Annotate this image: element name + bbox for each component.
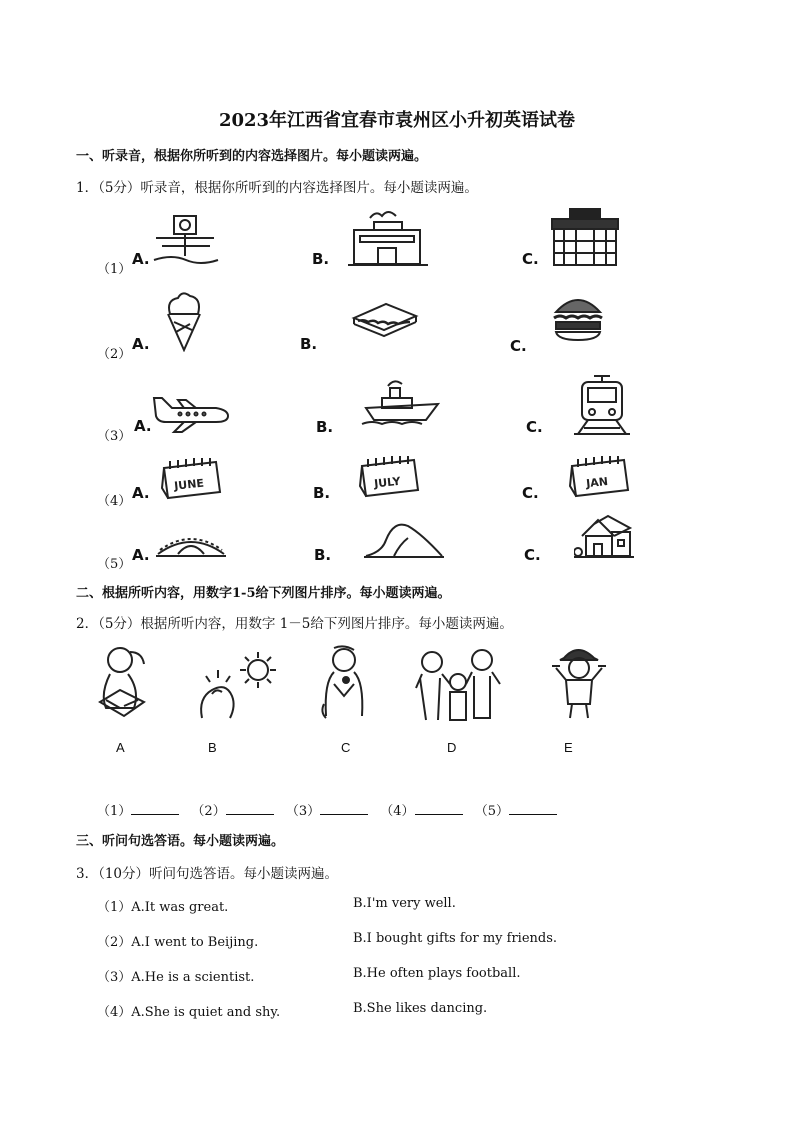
row1-option-a-label: A. — [132, 250, 150, 268]
calendar-june-icon — [160, 458, 222, 500]
q3-item-1-number: （1） — [97, 900, 132, 915]
blank-5-label: （5） — [474, 804, 509, 819]
picture-d-label: D — [447, 740, 457, 755]
mountain-icon — [364, 520, 446, 560]
row5-option-c-label: C. — [524, 546, 541, 564]
question3-stem: 3．（10分）听问句选答语。每小题读两遍。 — [76, 866, 339, 882]
q3-item-3 — [97, 966, 657, 985]
row4-number: （4） — [97, 494, 132, 509]
picture-b-label: B — [208, 740, 217, 755]
question1-stem: 1．（5分）听录音，根据你所听到的内容选择图片。每小题读两遍。 — [76, 180, 478, 196]
stone-bridge-icon — [156, 530, 226, 560]
q3-item-4-number: （4） — [97, 1005, 132, 1020]
sandwich-icon — [350, 300, 420, 342]
boy-cap-icon — [548, 644, 610, 720]
man-singing-icon — [314, 644, 374, 720]
row2-option-a-label: A. — [132, 335, 150, 353]
ice-cream-icon — [162, 290, 206, 352]
row2-option-b-label: B. — [300, 335, 318, 353]
blank-1-input[interactable] — [131, 802, 179, 815]
blank-3-label: （3） — [285, 804, 321, 819]
row3-option-c-label: C. — [526, 418, 543, 436]
q3-item-4 — [97, 1001, 657, 1020]
blank-2-input[interactable] — [226, 802, 274, 815]
row3-option-b-label: B. — [316, 418, 334, 436]
house-icon — [574, 514, 636, 560]
bridge-road-icon — [152, 210, 220, 266]
blank-4-label: （4） — [380, 804, 415, 819]
row5-option-b-label: B. — [314, 546, 332, 564]
section2-heading: 二、根据所听内容，用数字1-5给下列图片排序。每小题读两遍。 — [76, 586, 451, 601]
row4-option-c-label: C. — [522, 484, 539, 502]
calendar-july-icon — [358, 456, 420, 498]
page-title: 2023年江西省宜春市袁州区小升初英语试卷 — [218, 110, 576, 131]
row3-number: （3） — [97, 429, 132, 444]
section3-heading: 三、听问句选答语。每小题读两遍。 — [76, 834, 285, 849]
calendar-jan-icon — [568, 456, 630, 498]
bookstore-icon — [548, 207, 622, 267]
hamburger-icon — [552, 292, 604, 342]
q3-item-3-option-b[interactable]: B.He often plays football. — [353, 966, 521, 981]
girl-reading-icon — [94, 644, 156, 720]
row2-number: （2） — [97, 347, 132, 362]
section1-heading: 一、听录音，根据你所听到的内容选择图片。每小题读两遍。 — [76, 149, 428, 164]
row1-option-b-label: B. — [312, 250, 330, 268]
row2-option-c-label: C. — [510, 337, 527, 355]
ship-icon — [360, 378, 442, 428]
train-icon — [574, 374, 630, 436]
q3-item-4-option-b[interactable]: B.She likes dancing. — [353, 1001, 488, 1016]
q3-item-1 — [97, 896, 657, 915]
plane-icon — [150, 392, 230, 434]
row1-option-c-label: C. — [522, 250, 539, 268]
family-icon — [412, 648, 504, 722]
svg-text:JAN: JAN — [585, 475, 609, 491]
picture-a-label: A — [116, 740, 125, 755]
row4-option-b-label: B. — [313, 484, 331, 502]
picture-e-label: E — [564, 740, 573, 755]
blank-1-label: （1） — [97, 804, 132, 819]
q3-item-1-option-b[interactable]: B.I'm very well. — [353, 896, 456, 911]
q3-item-2-option-b[interactable]: B.I bought gifts for my friends. — [353, 931, 558, 946]
q3-item-1-option-a[interactable]: A.It was great. — [131, 900, 229, 915]
blank-4-input[interactable] — [415, 802, 463, 815]
question2-stem: 2．（5分）根据所听内容，用数字 1－5给下列图片排序。每小题读两遍。 — [76, 616, 513, 632]
row5-option-a-label: A. — [132, 546, 150, 564]
blank-3-input[interactable] — [320, 802, 368, 815]
q3-item-3-option-a[interactable]: A.He is a scientist. — [131, 970, 255, 985]
blank-5-input[interactable] — [509, 802, 557, 815]
q3-item-4-option-a[interactable]: A.She is quiet and shy. — [131, 1005, 281, 1020]
row1-number: （1） — [97, 262, 132, 277]
q3-item-3-number: （3） — [97, 970, 132, 985]
q3-item-2 — [97, 931, 657, 950]
q3-item-2-number: （2） — [97, 935, 132, 950]
picture-c-label: C — [341, 740, 351, 755]
svg-text:JULY: JULY — [373, 474, 402, 491]
svg-text:JUNE: JUNE — [173, 476, 205, 493]
answer-blanks — [97, 800, 565, 819]
sun-hot-icon — [196, 648, 284, 722]
q3-item-2-option-a[interactable]: A.I went to Beijing. — [131, 935, 259, 950]
row3-option-a-label: A. — [134, 417, 152, 435]
row5-number: （5） — [97, 557, 132, 572]
blank-2-label: （2） — [191, 804, 226, 819]
row4-option-a-label: A. — [132, 484, 150, 502]
factory-icon — [348, 208, 428, 268]
